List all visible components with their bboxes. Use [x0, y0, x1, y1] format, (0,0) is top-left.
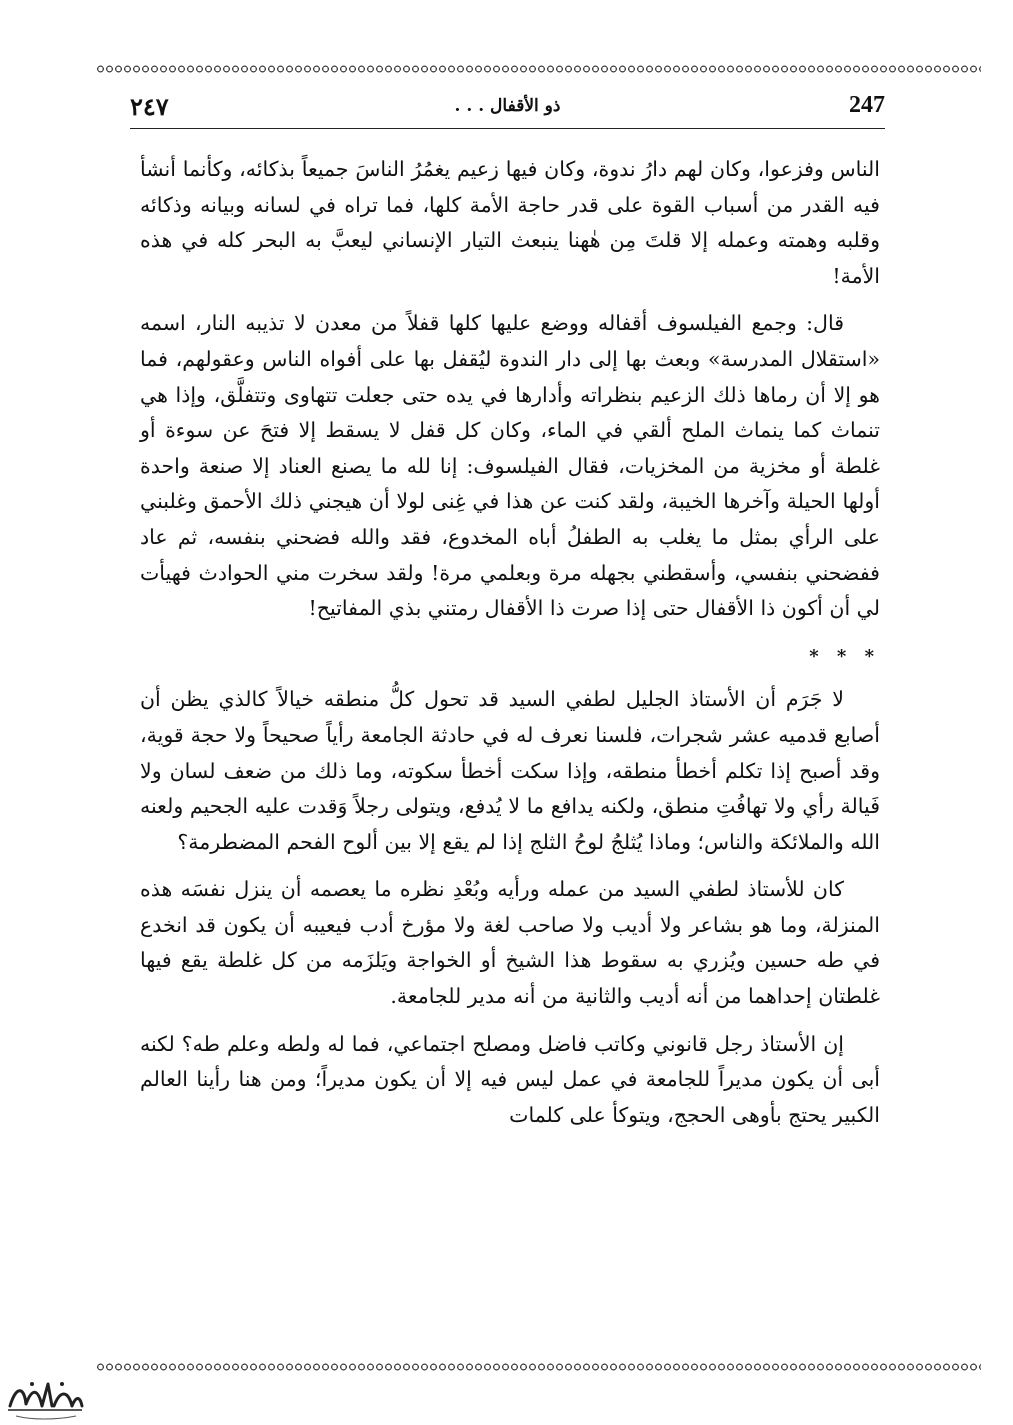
paragraph: كان للأستاذ لطفي السيد من عمله ورأيه وبُعْدِ نظره ما يعصمه أن ينزل نفسَه هذه المنزلة، وما هو بشاعر ولا أديب ولا صاحب لغة ولا مؤرخ أدب فيعيبه أن يكون قد انخدع في طه حسين ويُزري به سقوط هذا الشيخ أو الخواجة ويَلزَمه من كل غلطة يقع فيها غلطتان إحداهما من أنه أديب والثانية من أنه مدير للجامعة.	[140, 877, 880, 1009]
paragraph: إن الأستاذ رجل قانوني وكاتب فاضل ومصلح اجتماعي، فما له ولطه وعلم طه؟ لكنه أبى أن يكون مديراً للجامعة في عمل ليس فيه إلا أن يكون مديراً؛ ومن هنا رأينا العالم الكبير يحتج بأوهى الحجج، ويتوكأ على كلمات	[140, 1031, 880, 1127]
paragraph: قال: وجمع الفيلسوف أقفاله ووضع عليها كلها قفلاً من معدن لا تذيبه النار، اسمه «استقلال المدرسة» وبعث بها إلى دار الندوة ليُقفل بها على أفواه الناس وعقولهم، فما هو إلا أن رماها ذلك الزعيم بنظراته وأدارها في يده حتى جعلت تتهاوى وتتفلَّق، وإذا هي تنماث كما ينماث الملح ألقي في الماء، وكان كل قفل لا يسقط إلا فتحَ عن سوءة أو غلطة أو مخزية من المخزيات، فقال الفيلسوف: إنا لله ما يصنع العناد إلا صنعة واحدة أولها الحيلة وآخرها الخيبة، ولقد كنت عن هذا في غِنى لولا أن هيجني ذلك الأحمق وغلبني على الرأي بمثل ما يغلب به الطفلُ أباه المخدوع، فقد والله فضحني بنفسه، ثم عاد ففضحني بنفسي، وأسقطني بجهله مرة وبعلمي مرة! ولقد سخرت مني الحوادث فهيأت لي أن أكون ذا الأقفال حتى إذا صرت ذا الأقفال رمتني بذي المفاتيح!	[140, 311, 880, 621]
bottom-ornament-border	[96, 1360, 981, 1374]
page-number-latin: 247	[849, 92, 885, 118]
paragraph: الناس وفزعوا، وكان لهم دارُ ندوة، وكان فيها زعيم يغمُرُ الناسَ جميعاً بذكائه، وكأنما أنشأ فيه القدر من أسباب القوة على قدر حاجة الأمة كلها، فما تراه في لسانه وبيانه وذكائه وقلبه وهمته وعمله إلا قلتَ مِن هٰهنا ينبعث التيار الإنساني ليعبَّ به البحر كله في هذه الأمة!	[140, 157, 880, 288]
library-stamp-logo	[2, 1376, 86, 1422]
top-ornament-border	[96, 62, 981, 76]
page-header	[130, 92, 885, 129]
running-title: ذو الأقفال . . .	[454, 96, 561, 116]
paragraph: لا جَرَم أن الأستاذ الجليل لطفي السيد قد تحول كلُّ منطقه خيالاً كالذي يظن أن أصابع قدميه عشر شجرات، فلسنا نعرف له في حادثة الجامعة رأياً صحيحاً ولا حجة قوية، وقد أصبح إذا تكلم أخطأ منطقه، وإذا سكت أخطأ سكوته، وما ذلك من ضعف لسان ولا فَيالة رأي ولا تهافُتِ منطق، ولكنه يدافع ما لا يُدفع، ويتولى رجلاً وَقدت عليه الجحيم ولعنه الله والملائكة والناس؛ وماذا يُثلجُ لوحُ الثلج إذا لم يقع إلا بين ألوح الفحم المضطرمة؟	[140, 687, 880, 854]
page-body	[140, 152, 880, 1145]
page-number-arabic: ٢٤٧	[130, 92, 169, 121]
section-separator: * * *	[809, 645, 880, 667]
